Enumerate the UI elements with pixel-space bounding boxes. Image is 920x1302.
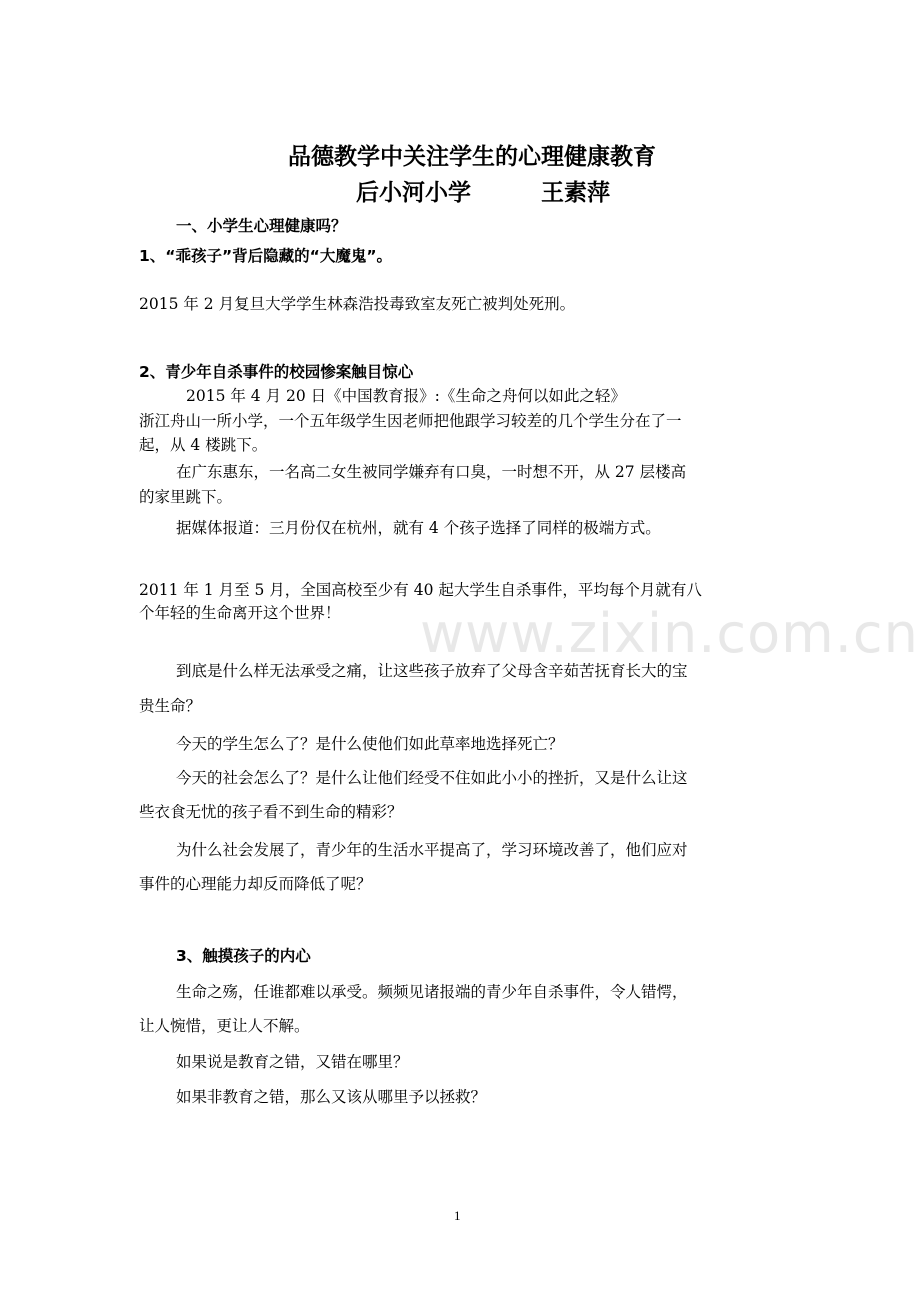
watermark: www.zixin.com.cn [420,602,919,665]
section-heading-1: 一、小学生心理健康吗？ [176,217,347,235]
document-title: 品德教学中关注学生的心理健康教育 [288,144,656,170]
source-citation: 2015 年 4 月 20 日《中国教育报》:《生命之舟何以如此之轻》 [186,387,626,405]
page-number: 1 [454,1208,461,1223]
paragraph-line: 浙江舟山一所小学，一个五年级学生因老师把他跟学习较差的几个学生分在了一 [139,412,682,430]
paragraph-line: 事件的心理能力却反而降低了呢？ [139,875,372,893]
item-heading-2: 2、青少年自杀事件的校园惨案触目惊心 [139,363,414,381]
paragraph-line: 今天的社会怎么了？是什么让他们经受不住如此小小的挫折，又是什么让这 [176,769,688,787]
item-heading-3: 3、触摸孩子的内心 [176,947,311,965]
paragraph-line: 在广东惠东，一名高二女生被同学嫌弃有口臭，一时想不开，从 27 层楼高 [176,463,687,481]
paragraph: 今天的学生怎么了？是什么使他们如此草率地选择死亡？ [176,735,564,753]
paragraph-line: 让人惋惜，更让人不解。 [139,1017,310,1035]
paragraph-line: 起，从 4 楼跳下。 [139,436,268,454]
paragraph-line: 2011 年 1 月至 5 月，全国高校至少有 40 起大学生自杀事件，平均每个月就有八 [139,581,702,599]
paragraph-line: 生命之殇，任谁都难以承受。频频见诸报端的青少年自杀事件，令人错愕， [176,983,688,1001]
paragraph: 如果非教育之错，那么又该从哪里予以拯救？ [176,1088,487,1106]
paragraph-line: 的家里跳下。 [139,488,233,506]
paragraph: 如果说是教育之错，又错在哪里？ [176,1053,409,1071]
item-heading-1: 1、“乖孩子”背后隐藏的“大魔鬼”。 [139,247,393,265]
author-name: 王素萍 [541,180,610,206]
paragraph: 2015 年 2 月复旦大学学生林森浩投毒致室友死亡被判处死刑。 [139,295,576,313]
paragraph-line: 个年轻的生命离开这个世界！ [139,604,341,622]
paragraph-line: 为什么社会发展了，青少年的生活水平提高了，学习环境改善了，他们应对 [176,841,688,859]
paragraph-line: 贵生命？ [139,697,202,715]
paragraph: 据媒体报道：三月份仅在杭州，就有 4 个孩子选择了同样的极端方式。 [176,519,661,537]
paragraph-line: 些衣食无忧的孩子看不到生命的精彩？ [139,803,403,821]
paragraph-line: 到底是什么样无法承受之痛，让这些孩子放弃了父母含辛茹苦抚育长大的宝 [176,662,688,680]
school-name: 后小河小学 [356,180,471,206]
